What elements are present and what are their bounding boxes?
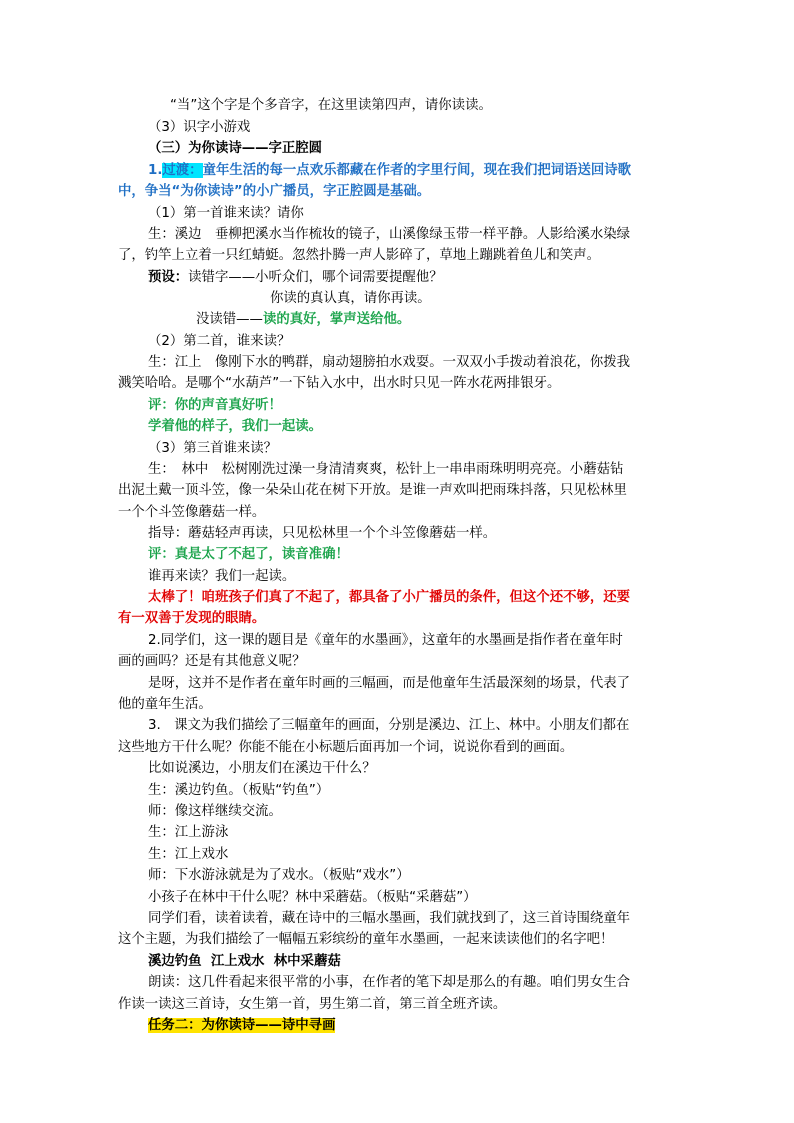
text-line: （3）识字小游戏 [148, 120, 251, 135]
transition-label: 过渡： [162, 163, 203, 178]
text-line: “当”这个字是个多音字，在这里读第四声，请你读读。 [170, 98, 492, 113]
item-number: 1. [148, 163, 163, 178]
comment-line: 学着他的样子，我们一起读。 [148, 419, 323, 434]
text-line: 画的画吗？还是有其他意义呢？ [118, 654, 306, 669]
text-line: （3）第三首谁来读？ [148, 441, 278, 456]
text-line: 谁再来读？我们一起读。 [148, 569, 296, 584]
text-line: 他的童年生活。 [118, 697, 212, 712]
text-line: 生：溪边钓鱼。（板贴“钓鱼”） [148, 783, 330, 798]
text-line: 出泥土戴一顶斗笠，像一朵朵山花在树下开放。是谁一声欢叫把雨珠抖落，只见松林里 [118, 483, 627, 498]
text-line: 同学们看，读着读着，藏在诗中的三幅水墨画，我们就找到了，这三首诗围绕童年 [148, 911, 631, 926]
text-line [196, 310, 756, 330]
text-line: 了，钓竿上立着一只红蜻蜓。忽然扑腾一声人影碎了，草地上蹦跳着鱼儿和笑声。 [118, 248, 601, 263]
text-line: 中，争当“为你读诗”的小广播员，字正腔圆是基础。 [118, 184, 431, 199]
text-line: 生：江上 像刚下水的鸭群，扇动翅膀拍水戏耍。一双双小手拨动着浪花，你拨我 [148, 355, 631, 370]
text-line: 这些地方干什么呢？你能不能在小标题后面再加一个词，说说你看到的画面。 [118, 740, 574, 755]
text-line: 一个个斗笠像蘑菇一样。 [118, 505, 266, 520]
text-line: 这个主题，为我们描绘了一幅幅五彩缤纷的童年水墨画，一起来读读他们的名字吧！ [118, 932, 614, 947]
text-line: （1）第一首谁来读？请你 [148, 206, 304, 221]
text-line: 师：下水游泳就是为了戏水。（板贴“戏水”） [148, 868, 410, 883]
title-summary: 溪边钓鱼 江上戏水 林中采蘑菇 [148, 954, 341, 969]
transition-paragraph [148, 161, 708, 181]
text-line: 生：溪边 垂柳把溪水当作梳妆的镜子，山溪像绿玉带一样平静。人影给溪水染绿 [148, 227, 631, 242]
text-line: 作读一读这三首诗，女生第一首，男生第二首，第三首全班齐读。 [118, 997, 507, 1012]
comment-line: 评：你的声音真好听！ [148, 398, 282, 413]
text-line: 小孩子在林中干什么呢？林中采蘑菇。（板贴“采蘑菇”） [148, 890, 477, 905]
text-line: 生： 林中 松树刚洗过澡一身清清爽爽，松针上一串串雨珠明明亮亮。小蘑菇钻 [148, 462, 624, 477]
comment-line: 评：真是太了不起了，读音准确！ [148, 547, 349, 562]
text-line: （2）第二首，谁来读？ [148, 334, 291, 349]
text-line: 溅笑哈哈。是哪个“水葫芦”一下钻入水中，出水时只见一阵水花两排银牙。 [118, 376, 561, 391]
text-line: 师：像这样继续交流。 [148, 804, 282, 819]
emphasis-line: 有一双善于发现的眼睛。 [118, 611, 266, 626]
task-heading-text: 任务二：为你读诗——诗中寻画 [148, 1018, 336, 1033]
text-line: 比如说溪边，小朋友们在溪边干什么？ [148, 761, 376, 776]
text-line: 3. 课文为我们描绘了三幅童年的画面，分别是溪边、江上、林中。小朋友们都在 [148, 718, 630, 733]
text-line: 朗读：这几件看起来很平常的小事，在作者的笔下却是那么的有趣。咱们男女生合 [148, 975, 631, 990]
task-heading [148, 1016, 708, 1036]
preset-text: 读错字——小听众们，哪个词需要提醒他？ [188, 270, 443, 285]
transition-text: 童年生活的每一点欢乐都藏在作者的字里行间，现在我们把词语送回诗歌 [202, 163, 632, 178]
text-line: 2.同学们，这一课的题目是《童年的水墨画》，这童年的水墨画是指作者在童年时 [148, 633, 623, 648]
preset-line [148, 268, 708, 288]
text-line: 生：江上游泳 [148, 825, 229, 840]
praise-text: 读的真好，掌声送给他。 [262, 312, 411, 327]
section-heading: （三）为你读诗——字正腔圆 [148, 141, 323, 156]
emphasis-line: 太棒了！咱班孩子们真了不起了，都具备了小广播员的条件，但这个还不够，还要 [148, 590, 631, 605]
text-line: 生：江上戏水 [148, 847, 229, 862]
preset-sub-label: 没读错—— [196, 312, 263, 327]
text-line: 你读的真认真，请你再读。 [270, 291, 431, 306]
text-line: 指导：蘑菇轻声再读，只见松林里一个个斗笠像蘑菇一样。 [148, 526, 497, 541]
preset-label: 预设： [148, 270, 189, 285]
text-line: 是呀，这并不是作者在童年时画的三幅画，而是他童年生活最深刻的场景，代表了 [148, 676, 631, 691]
